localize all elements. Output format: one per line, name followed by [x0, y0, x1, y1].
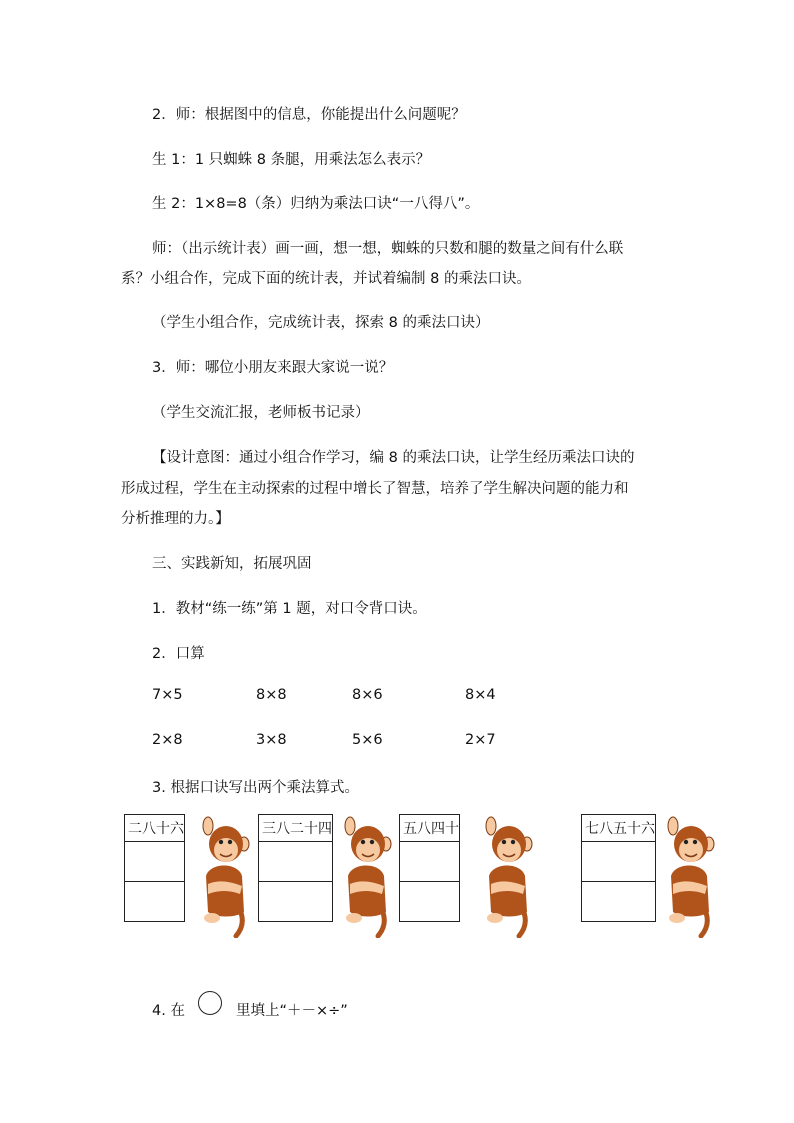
oral-calc-item: 8×6 [352, 687, 383, 703]
paragraph-question-2: 2．师：根据图中的信息，你能提出什么问题呢？ [152, 107, 466, 123]
paragraph-report: （学生交流汇报，老师板书记录） [152, 405, 370, 421]
oral-calc-item: 5×6 [352, 732, 383, 748]
oral-calc-item: 2×7 [465, 732, 496, 748]
paragraph-design-line2: 形成过程，学生在主动探索的过程中增长了智慧，培养了学生解决问题的能力和 [121, 481, 629, 497]
monkey-icon [344, 814, 392, 938]
paragraph-teacher-line2: 系？小组合作，完成下面的统计表，并试着编制 8 的乘法口诀。 [121, 271, 531, 287]
answer-cell[interactable] [125, 842, 185, 882]
answer-cell[interactable] [259, 882, 333, 922]
paragraph-design-line1: 【设计意图：通过小组合作学习，编 8 的乘法口诀，让学生经历乘法口诀的 [152, 450, 635, 466]
rhyme-table [124, 814, 185, 922]
paragraph-question-3: 3．师：哪位小朋友来跟大家说一说？ [152, 360, 394, 376]
exercise-4-prefix: 4. 在 [152, 1003, 185, 1019]
paragraph-student-2: 生 2：1×8=8（条）归纳为乘法口诀“一八得八”。 [152, 196, 480, 212]
exercise-1: 1．教材“练一练”第 1 题，对口令背口诀。 [152, 601, 427, 617]
oral-calc-item: 3×8 [256, 732, 287, 748]
rhyme-text: 五八四十 [400, 815, 460, 842]
answer-cell[interactable] [582, 842, 656, 882]
rhyme-text: 二八十六 [125, 815, 185, 842]
exercise-3: 3. 根据口诀写出两个乘法算式。 [152, 780, 359, 796]
monkey-icon [485, 814, 533, 938]
monkey-icon [202, 814, 250, 938]
oral-calc-item: 7×5 [152, 687, 183, 703]
rhyme-table [258, 814, 333, 922]
exercise-4-suffix: 里填上“＋－×÷” [236, 1003, 348, 1019]
paragraph-design-line3: 分析推理的力。】 [121, 511, 230, 527]
answer-cell[interactable] [400, 882, 460, 922]
answer-cell[interactable] [125, 882, 185, 922]
oral-calc-item: 8×4 [465, 687, 496, 703]
oral-calc-item: 8×8 [256, 687, 287, 703]
answer-cell[interactable] [582, 882, 656, 922]
paragraph-student-1: 生 1：1 只蜘蛛 8 条腿，用乘法怎么表示？ [152, 152, 431, 168]
paragraph-teacher-line1: 师：（出示统计表）画一画，想一想，蜘蛛的只数和腿的数量之间有什么联 [152, 241, 624, 257]
oral-calc-item: 2×8 [152, 732, 183, 748]
exercise-2: 2．口算 [152, 646, 205, 662]
rhyme-text: 七八五十六 [582, 815, 656, 842]
paragraph-group-work: （学生小组合作，完成统计表，探索 8 的乘法口诀） [152, 315, 490, 331]
circle-icon[interactable] [198, 991, 222, 1015]
answer-cell[interactable] [259, 842, 333, 882]
monkey-icon [667, 814, 715, 938]
rhyme-table [581, 814, 656, 922]
rhyme-text: 三八二十四 [259, 815, 333, 842]
rhyme-table [399, 814, 460, 922]
section-heading-3: 三、实践新知，拓展巩固 [152, 556, 312, 572]
answer-cell[interactable] [400, 842, 460, 882]
